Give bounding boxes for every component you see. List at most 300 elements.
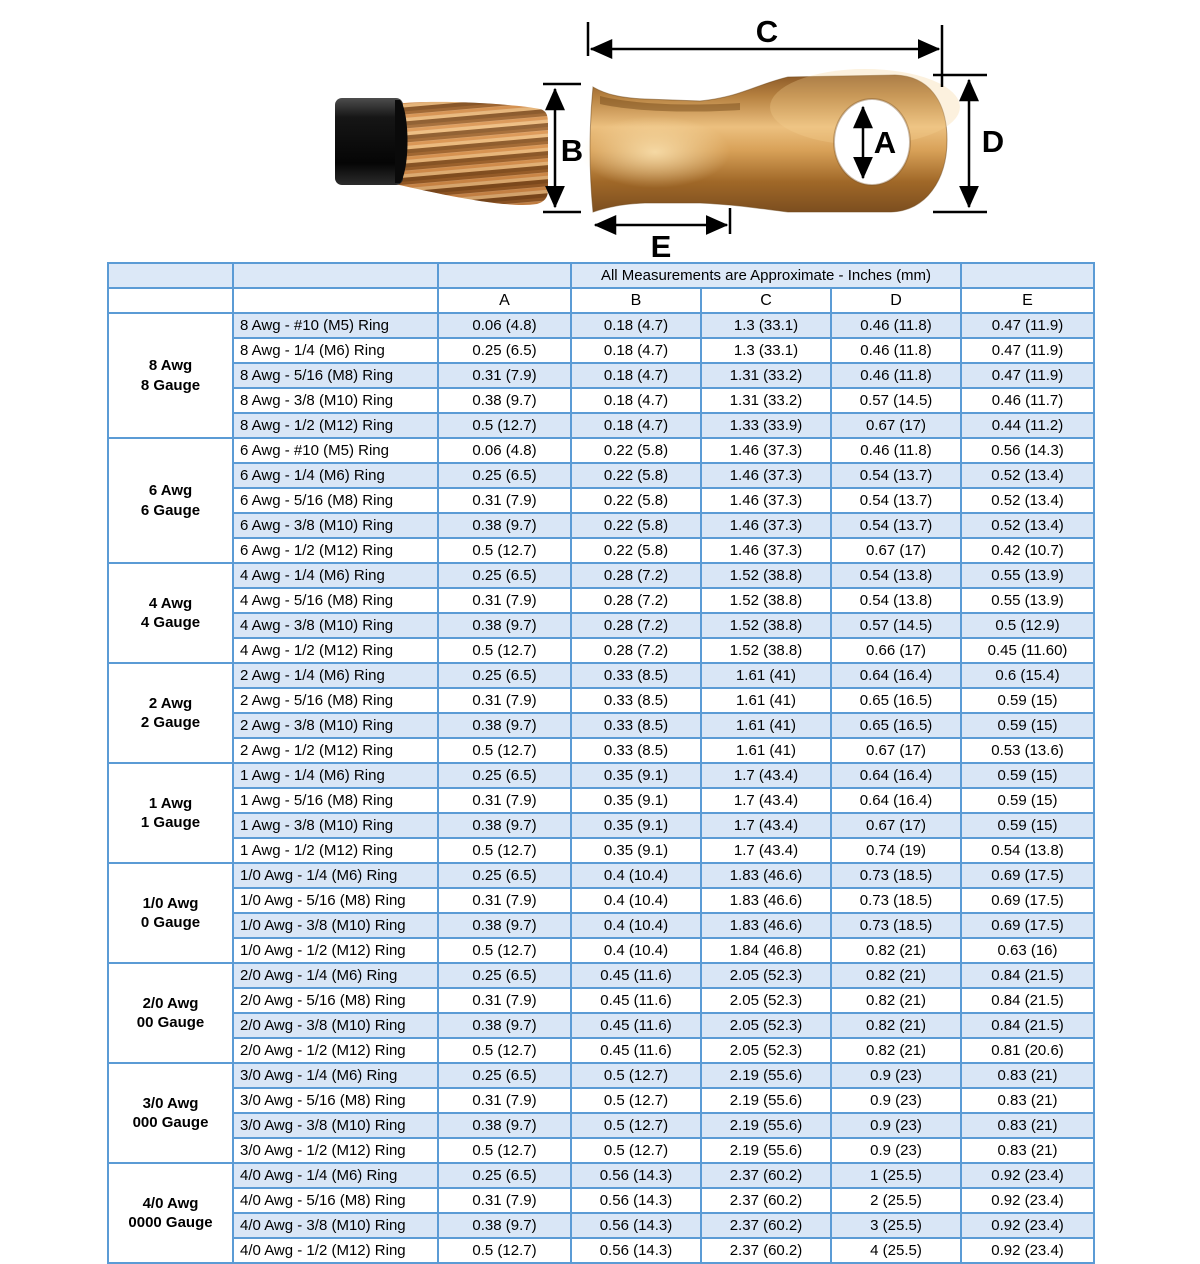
spec-row [108,813,1094,838]
value-cell-d: 3 (25.5) [831,1213,961,1238]
value-cell-d: 0.9 (23) [831,1113,961,1138]
value-cell-c: 1.83 (46.6) [701,913,831,938]
group-label-line2: 000 Gauge [132,1114,209,1131]
value-cell-b: 0.45 (11.6) [571,1013,701,1038]
value-cell-c: 2.19 (55.6) [701,1113,831,1138]
value-cell-b: 0.18 (4.7) [571,313,701,338]
dim-label-a: A [873,125,897,160]
product-name-cell: 3/0 Awg - 1/2 (M12) Ring [233,1138,438,1163]
value-cell-a: 0.5 (12.7) [438,1038,571,1063]
value-cell-c: 2.19 (55.6) [701,1063,831,1088]
column-letter-b: B [571,288,701,313]
value-cell-e: 0.47 (11.9) [961,313,1094,338]
value-cell-a: 0.06 (4.8) [438,438,571,463]
group-label-line1: 3/0 Awg [142,1094,199,1112]
value-cell-b: 0.33 (8.5) [571,688,701,713]
spec-row [108,363,1094,388]
value-cell-c: 1.84 (46.8) [701,938,831,963]
product-name-cell: 8 Awg - #10 (M5) Ring [233,313,438,338]
value-cell-e: 0.69 (17.5) [961,888,1094,913]
value-cell-b: 0.56 (14.3) [571,1213,701,1238]
value-cell-b: 0.18 (4.7) [571,413,701,438]
spec-row [108,438,1094,463]
value-cell-b: 0.22 (5.8) [571,438,701,463]
value-cell-e: 0.5 (12.9) [961,613,1094,638]
value-cell-b: 0.56 (14.3) [571,1188,701,1213]
spec-row [108,538,1094,563]
product-name-cell: 2 Awg - 1/4 (M6) Ring [233,663,438,688]
value-cell-d: 0.64 (16.4) [831,663,961,688]
product-name-cell: 2 Awg - 1/2 (M12) Ring [233,738,438,763]
value-cell-b: 0.33 (8.5) [571,738,701,763]
value-cell-b: 0.35 (9.1) [571,838,701,863]
group-label-line2: 8 Gauge [140,376,201,394]
value-cell-d: 0.82 (21) [831,988,961,1013]
value-cell-c: 2.37 (60.2) [701,1163,831,1188]
value-cell-a: 0.31 (7.9) [438,888,571,913]
value-cell-a: 0.25 (6.5) [438,863,571,888]
column-header-row [108,288,1094,313]
product-name-cell: 6 Awg - 5/16 (M8) Ring [233,488,438,513]
value-cell-c: 1.3 (33.1) [701,338,831,363]
gauge-group-label [108,863,233,963]
value-cell-e: 0.59 (15) [961,788,1094,813]
lug-illustration [580,69,960,212]
group-label-line1: 2/0 Awg [142,994,199,1012]
value-cell-e: 0.52 (13.4) [961,488,1094,513]
product-name-cell: 1/0 Awg - 3/8 (M10) Ring [233,913,438,938]
value-cell-d: 0.66 (17) [831,638,961,663]
value-cell-b: 0.35 (9.1) [571,813,701,838]
value-cell-e: 0.54 (13.8) [961,838,1094,863]
value-cell-e: 0.52 (13.4) [961,513,1094,538]
value-cell-b: 0.28 (7.2) [571,613,701,638]
product-name-cell: 6 Awg - 1/2 (M12) Ring [233,538,438,563]
group-label-line1: 8 Awg [148,357,193,374]
product-name-cell: 4/0 Awg - 5/16 (M8) Ring [233,1188,438,1213]
value-cell-d: 0.64 (16.4) [831,763,961,788]
value-cell-a: 0.38 (9.7) [438,713,571,738]
gauge-group-label [108,313,233,438]
value-cell-e: 0.47 (11.9) [961,338,1094,363]
value-cell-a: 0.38 (9.7) [438,613,571,638]
value-cell-d: 0.67 (17) [831,738,961,763]
spec-row [108,1213,1094,1238]
value-cell-a: 0.5 (12.7) [438,413,571,438]
dim-label-e: E [650,229,672,262]
table-title-row [108,263,1094,288]
value-cell-e: 0.47 (11.9) [961,363,1094,388]
value-cell-b: 0.22 (5.8) [571,463,701,488]
value-cell-b: 0.22 (5.8) [571,538,701,563]
value-cell-a: 0.25 (6.5) [438,338,571,363]
value-cell-e: 0.59 (15) [961,713,1094,738]
spec-row [108,688,1094,713]
product-name-cell: 2/0 Awg - 1/2 (M12) Ring [233,1038,438,1063]
value-cell-c: 1.83 (46.6) [701,888,831,913]
group-label-line1: 2 Awg [148,694,193,712]
spec-row [108,338,1094,363]
spec-row [108,1013,1094,1038]
value-cell-e: 0.84 (21.5) [961,988,1094,1013]
value-cell-a: 0.38 (9.7) [438,813,571,838]
value-cell-c: 1.61 (41) [701,663,831,688]
value-cell-e: 0.6 (15.4) [961,663,1094,688]
group-label-line1: 4/0 Awg [142,1194,199,1212]
value-cell-a: 0.25 (6.5) [438,663,571,688]
spec-row [108,763,1094,788]
group-label-line2: 0000 Gauge [128,1214,213,1231]
product-name-cell: 4 Awg - 3/8 (M10) Ring [233,613,438,638]
gauge-group-label [108,438,233,563]
product-name-cell: 6 Awg - #10 (M5) Ring [233,438,438,463]
value-cell-c: 2.05 (52.3) [701,1013,831,1038]
value-cell-a: 0.5 (12.7) [438,1138,571,1163]
value-cell-a: 0.31 (7.9) [438,1088,571,1113]
value-cell-d: 0.67 (17) [831,538,961,563]
value-cell-b: 0.4 (10.4) [571,888,701,913]
dimension-diagram-area [95,12,1005,262]
value-cell-b: 0.45 (11.6) [571,988,701,1013]
value-cell-a: 0.31 (7.9) [438,788,571,813]
table-title: All Measurements are Approximate - Inches (mm) [571,263,961,288]
product-name-cell: 1/0 Awg - 1/2 (M12) Ring [233,938,438,963]
value-cell-d: 0.46 (11.8) [831,363,961,388]
value-cell-e: 0.92 (23.4) [961,1188,1094,1213]
value-cell-e: 0.63 (16) [961,938,1094,963]
value-cell-e: 0.59 (15) [961,688,1094,713]
spec-row [108,938,1094,963]
value-cell-c: 1.31 (33.2) [701,363,831,388]
value-cell-e: 0.83 (21) [961,1138,1094,1163]
value-cell-d: 0.82 (21) [831,963,961,988]
value-cell-b: 0.4 (10.4) [571,938,701,963]
value-cell-d: 0.82 (21) [831,1038,961,1063]
spec-row [108,1113,1094,1138]
value-cell-a: 0.38 (9.7) [438,388,571,413]
value-cell-a: 0.38 (9.7) [438,1113,571,1138]
product-name-cell: 3/0 Awg - 3/8 (M10) Ring [233,1113,438,1138]
value-cell-e: 0.55 (13.9) [961,563,1094,588]
value-cell-d: 0.57 (14.5) [831,613,961,638]
spec-row [108,838,1094,863]
header-spacer [108,288,233,313]
product-name-cell: 1/0 Awg - 5/16 (M8) Ring [233,888,438,913]
lug-dimension-diagram [95,12,1005,262]
spec-row [108,388,1094,413]
value-cell-d: 0.74 (19) [831,838,961,863]
spec-row [108,913,1094,938]
value-cell-a: 0.38 (9.7) [438,1013,571,1038]
value-cell-c: 1.46 (37.3) [701,488,831,513]
spec-row [108,1088,1094,1113]
value-cell-e: 0.83 (21) [961,1063,1094,1088]
value-cell-e: 0.46 (11.7) [961,388,1094,413]
product-name-cell: 1 Awg - 1/2 (M12) Ring [233,838,438,863]
value-cell-b: 0.28 (7.2) [571,588,701,613]
product-name-cell: 4/0 Awg - 3/8 (M10) Ring [233,1213,438,1238]
cable-jacket [335,98,403,185]
value-cell-c: 2.37 (60.2) [701,1238,831,1263]
group-label-line2: 0 Gauge [140,914,201,931]
value-cell-c: 2.19 (55.6) [701,1088,831,1113]
value-cell-a: 0.25 (6.5) [438,963,571,988]
value-cell-e: 0.55 (13.9) [961,588,1094,613]
spec-row [108,463,1094,488]
group-label-line1: 1 Awg [148,794,193,812]
value-cell-c: 1.52 (38.8) [701,613,831,638]
product-name-cell: 8 Awg - 1/4 (M6) Ring [233,338,438,363]
value-cell-d: 0.9 (23) [831,1088,961,1113]
group-label-line1: 6 Awg [148,482,193,499]
spec-row [108,963,1094,988]
spec-row [108,313,1094,338]
group-label-line2: 00 Gauge [136,1014,205,1031]
value-cell-d: 0.65 (16.5) [831,713,961,738]
spec-row [108,663,1094,688]
spec-row [108,1163,1094,1188]
value-cell-b: 0.45 (11.6) [571,963,701,988]
value-cell-c: 1.31 (33.2) [701,388,831,413]
value-cell-c: 1.33 (33.9) [701,413,831,438]
value-cell-e: 0.52 (13.4) [961,463,1094,488]
spec-table-body [108,313,1094,1263]
spec-row [108,988,1094,1013]
column-letter-c: C [701,288,831,313]
value-cell-c: 1.52 (38.8) [701,563,831,588]
value-cell-d: 0.46 (11.8) [831,438,961,463]
column-letter-d: D [831,288,961,313]
value-cell-a: 0.38 (9.7) [438,1213,571,1238]
value-cell-e: 0.84 (21.5) [961,963,1094,988]
spec-row [108,863,1094,888]
spec-row [108,1188,1094,1213]
spec-row [108,488,1094,513]
value-cell-e: 0.59 (15) [961,763,1094,788]
value-cell-d: 0.57 (14.5) [831,388,961,413]
value-cell-a: 0.25 (6.5) [438,1063,571,1088]
value-cell-a: 0.5 (12.7) [438,738,571,763]
value-cell-a: 0.38 (9.7) [438,913,571,938]
value-cell-b: 0.18 (4.7) [571,338,701,363]
product-name-cell: 8 Awg - 1/2 (M12) Ring [233,413,438,438]
value-cell-c: 1.46 (37.3) [701,438,831,463]
spec-row [108,788,1094,813]
gauge-group-label [108,663,233,763]
product-name-cell: 4 Awg - 5/16 (M8) Ring [233,588,438,613]
measurement-table [107,262,1095,1264]
value-cell-e: 0.69 (17.5) [961,913,1094,938]
spec-row [108,713,1094,738]
value-cell-d: 4 (25.5) [831,1238,961,1263]
value-cell-c: 1.83 (46.6) [701,863,831,888]
value-cell-d: 0.54 (13.7) [831,513,961,538]
value-cell-b: 0.4 (10.4) [571,913,701,938]
group-label-line2: 1 Gauge [140,814,201,831]
value-cell-c: 2.37 (60.2) [701,1213,831,1238]
value-cell-c: 2.05 (52.3) [701,963,831,988]
spec-row [108,1138,1094,1163]
value-cell-d: 0.73 (18.5) [831,888,961,913]
ring-hole [834,99,910,185]
group-label-line1: 1/0 Awg [142,894,199,912]
product-name-cell: 3/0 Awg - 5/16 (M8) Ring [233,1088,438,1113]
spec-row [108,1063,1094,1088]
value-cell-e: 0.92 (23.4) [961,1163,1094,1188]
column-letter-a: A [438,288,571,313]
value-cell-c: 1.3 (33.1) [701,313,831,338]
value-cell-a: 0.5 (12.7) [438,838,571,863]
value-cell-c: 1.61 (41) [701,738,831,763]
product-name-cell: 1 Awg - 5/16 (M8) Ring [233,788,438,813]
value-cell-e: 0.84 (21.5) [961,1013,1094,1038]
value-cell-d: 0.46 (11.8) [831,313,961,338]
value-cell-c: 1.61 (41) [701,713,831,738]
product-name-cell: 2/0 Awg - 3/8 (M10) Ring [233,1013,438,1038]
a-col-spacer [438,263,571,288]
value-cell-d: 0.82 (21) [831,938,961,963]
value-cell-d: 0.73 (18.5) [831,863,961,888]
value-cell-d: 0.67 (17) [831,413,961,438]
value-cell-c: 1.52 (38.8) [701,588,831,613]
value-cell-d: 0.67 (17) [831,813,961,838]
spec-row [108,588,1094,613]
spec-row [108,513,1094,538]
item-col-header [233,263,438,288]
value-cell-b: 0.28 (7.2) [571,563,701,588]
dim-label-d: D [981,124,1005,159]
value-cell-d: 0.9 (23) [831,1063,961,1088]
value-cell-b: 0.45 (11.6) [571,1038,701,1063]
gauge-group-label [108,1063,233,1163]
value-cell-c: 2.05 (52.3) [701,1038,831,1063]
value-cell-d: 0.9 (23) [831,1138,961,1163]
value-cell-b: 0.22 (5.8) [571,488,701,513]
product-name-cell: 4 Awg - 1/2 (M12) Ring [233,638,438,663]
product-name-cell: 8 Awg - 5/16 (M8) Ring [233,363,438,388]
value-cell-b: 0.4 (10.4) [571,863,701,888]
value-cell-d: 0.54 (13.8) [831,563,961,588]
value-cell-e: 0.81 (20.6) [961,1038,1094,1063]
value-cell-d: 1 (25.5) [831,1163,961,1188]
value-cell-b: 0.18 (4.7) [571,363,701,388]
copper-strands [390,96,555,211]
value-cell-b: 0.5 (12.7) [571,1063,701,1088]
group-label-line1: 4 Awg [148,594,193,612]
value-cell-a: 0.31 (7.9) [438,988,571,1013]
value-cell-a: 0.25 (6.5) [438,763,571,788]
value-cell-c: 1.61 (41) [701,688,831,713]
product-name-cell: 2/0 Awg - 1/4 (M6) Ring [233,963,438,988]
value-cell-c: 2.05 (52.3) [701,988,831,1013]
value-cell-c: 2.19 (55.6) [701,1138,831,1163]
value-cell-a: 0.31 (7.9) [438,363,571,388]
value-cell-b: 0.5 (12.7) [571,1113,701,1138]
value-cell-c: 1.46 (37.3) [701,538,831,563]
value-cell-a: 0.25 (6.5) [438,563,571,588]
value-cell-a: 0.5 (12.7) [438,538,571,563]
value-cell-e: 0.53 (13.6) [961,738,1094,763]
value-cell-b: 0.35 (9.1) [571,788,701,813]
dim-label-b: B [560,133,584,168]
group-label-line2: 2 Gauge [140,714,201,731]
value-cell-a: 0.31 (7.9) [438,688,571,713]
gauge-group-label [108,763,233,863]
product-name-cell: 4/0 Awg - 1/2 (M12) Ring [233,1238,438,1263]
value-cell-c: 1.46 (37.3) [701,513,831,538]
gauge-group-label [108,1163,233,1263]
value-cell-c: 1.7 (43.4) [701,788,831,813]
product-name-cell: 4 Awg - 1/4 (M6) Ring [233,563,438,588]
column-letter-e: E [961,288,1094,313]
value-cell-b: 0.22 (5.8) [571,513,701,538]
value-cell-e: 0.42 (10.7) [961,538,1094,563]
value-cell-e: 0.56 (14.3) [961,438,1094,463]
spec-row [108,613,1094,638]
value-cell-b: 0.28 (7.2) [571,638,701,663]
product-name-cell: 1 Awg - 3/8 (M10) Ring [233,813,438,838]
value-cell-b: 0.56 (14.3) [571,1163,701,1188]
product-name-cell: 6 Awg - 3/8 (M10) Ring [233,513,438,538]
value-cell-b: 0.33 (8.5) [571,663,701,688]
group-label-line2: 6 Gauge [140,501,201,519]
value-cell-c: 1.7 (43.4) [701,838,831,863]
value-cell-d: 0.54 (13.7) [831,463,961,488]
value-cell-d: 0.46 (11.8) [831,338,961,363]
product-name-cell: 6 Awg - 1/4 (M6) Ring [233,463,438,488]
spec-row [108,888,1094,913]
value-cell-c: 2.37 (60.2) [701,1188,831,1213]
spec-row [108,413,1094,438]
value-cell-e: 0.92 (23.4) [961,1213,1094,1238]
value-cell-d: 0.64 (16.4) [831,788,961,813]
item-column-letter [233,288,438,313]
value-cell-d: 2 (25.5) [831,1188,961,1213]
cable-illustration [335,96,555,211]
spec-row [108,738,1094,763]
value-cell-e: 0.69 (17.5) [961,863,1094,888]
value-cell-b: 0.35 (9.1) [571,763,701,788]
value-cell-a: 0.5 (12.7) [438,938,571,963]
value-cell-d: 0.54 (13.7) [831,488,961,513]
value-cell-a: 0.06 (4.8) [438,313,571,338]
value-cell-a: 0.25 (6.5) [438,1163,571,1188]
value-cell-a: 0.25 (6.5) [438,463,571,488]
product-name-cell: 1 Awg - 1/4 (M6) Ring [233,763,438,788]
value-cell-c: 1.46 (37.3) [701,463,831,488]
barrel-highlight [580,116,730,188]
dim-label-c: C [755,14,779,49]
product-name-cell: 2/0 Awg - 5/16 (M8) Ring [233,988,438,1013]
value-cell-c: 1.7 (43.4) [701,813,831,838]
value-cell-b: 0.18 (4.7) [571,388,701,413]
value-cell-a: 0.31 (7.9) [438,588,571,613]
spec-row [108,563,1094,588]
value-cell-e: 0.83 (21) [961,1088,1094,1113]
spec-row [108,638,1094,663]
product-name-cell: 3/0 Awg - 1/4 (M6) Ring [233,1063,438,1088]
value-cell-e: 0.92 (23.4) [961,1238,1094,1263]
gauge-group-label [108,563,233,663]
value-cell-c: 1.7 (43.4) [701,763,831,788]
product-name-cell: 2 Awg - 5/16 (M8) Ring [233,688,438,713]
value-cell-b: 0.5 (12.7) [571,1138,701,1163]
product-name-cell: 8 Awg - 3/8 (M10) Ring [233,388,438,413]
product-name-cell: 2 Awg - 3/8 (M10) Ring [233,713,438,738]
value-cell-c: 1.52 (38.8) [701,638,831,663]
value-cell-a: 0.38 (9.7) [438,513,571,538]
value-cell-d: 0.54 (13.8) [831,588,961,613]
